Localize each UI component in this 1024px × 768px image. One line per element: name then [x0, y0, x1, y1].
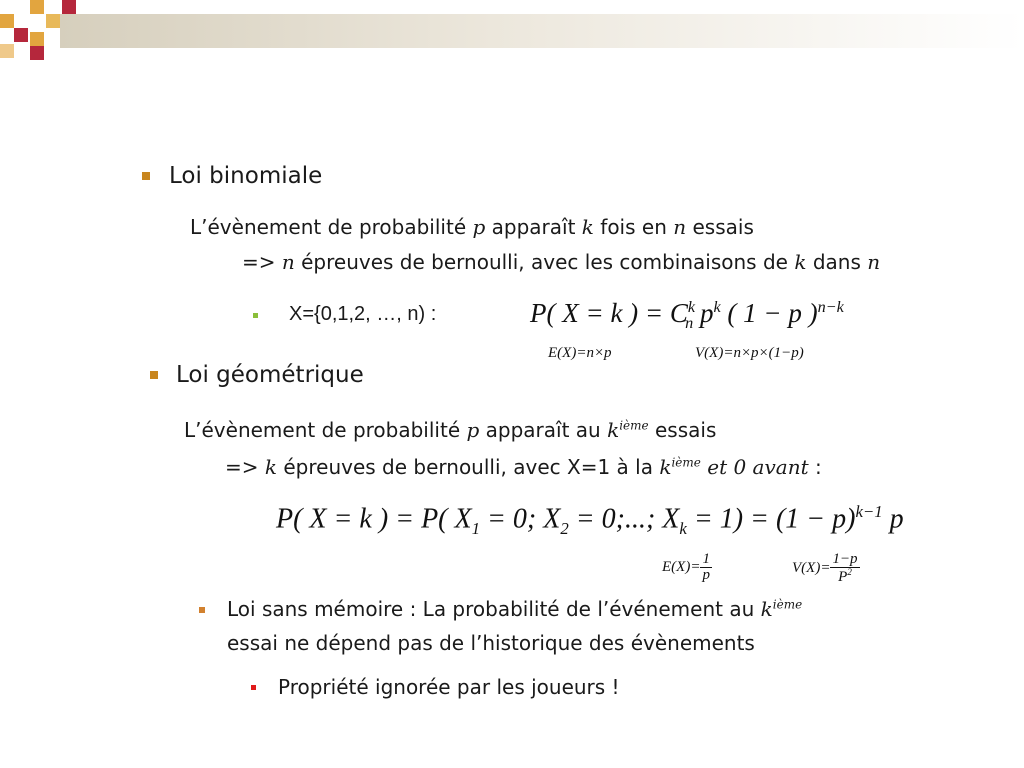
- var-n: n: [867, 250, 881, 274]
- ordinal-suffix: ième: [772, 597, 803, 612]
- geometric-variance: [792, 552, 860, 585]
- denominator-exponent: 2: [847, 567, 852, 577]
- fraction-denominator: p: [702, 567, 710, 583]
- memoryless-note-line2: essai ne dépend pas de l’historique des évènements: [227, 631, 755, 655]
- section-heading-geometric: Loi géométrique: [176, 362, 364, 388]
- text-fragment: L’évènement de probabilité: [190, 215, 467, 239]
- var-n: n: [673, 215, 687, 239]
- formula-sup: k: [687, 298, 696, 316]
- text-fragment: :: [814, 455, 822, 479]
- formula-sub: 1: [471, 518, 480, 538]
- section-heading-binomial: Loi binomiale: [169, 163, 323, 189]
- geometric-description-line2: [225, 455, 822, 479]
- formula-sup: k: [713, 298, 721, 316]
- geometric-description-line1: [184, 418, 716, 442]
- var-k: k: [760, 597, 773, 621]
- var-k: k: [581, 215, 594, 239]
- decor-square: [46, 14, 60, 28]
- denominator-base: P: [838, 569, 848, 585]
- bullet-marker: [199, 607, 205, 613]
- binomial-expectation: E(X)=n×p: [548, 345, 612, 361]
- formula-part: p: [699, 298, 714, 328]
- text-fragment: apparaît au: [485, 418, 601, 442]
- bullet-marker: [251, 685, 256, 690]
- formula-part: E(X)=: [662, 558, 701, 575]
- var-k: k: [659, 455, 672, 479]
- decor-square: [0, 44, 14, 58]
- decor-square: [30, 0, 44, 14]
- var-k: k: [607, 418, 620, 442]
- var-k: k: [794, 250, 807, 274]
- decor-square: [0, 14, 14, 28]
- decor-square: [62, 0, 76, 14]
- bullet-marker: [142, 172, 150, 180]
- support-label: X={0,1,2, …, n) :: [289, 303, 437, 325]
- ordinal-suffix: ième: [619, 418, 649, 433]
- formula-part: V(X)=: [792, 559, 831, 576]
- memoryless-note-line1: [227, 597, 802, 621]
- formula-part: = 1) = (1 − p): [693, 503, 856, 535]
- geometric-formula: [276, 502, 904, 539]
- decor-square: [30, 46, 44, 60]
- ordinal-suffix: ième: [671, 455, 701, 470]
- text-fragment: épreuves de bernoulli, avec les combinaisons de: [301, 250, 788, 274]
- text-fragment: Loi sans mémoire : La probabilité de l’événement au: [227, 597, 755, 621]
- binomial-formula: [530, 298, 844, 333]
- var-k: k: [264, 455, 277, 479]
- text-fragment: essais: [655, 418, 717, 442]
- formula-sub: n: [685, 314, 694, 333]
- var-n: n: [281, 250, 295, 274]
- players-note: Propriété ignorée par les joueurs !: [278, 675, 620, 699]
- text-fragment: épreuves de bernoulli, avec X=1 à la: [283, 455, 653, 479]
- formula-part: p: [889, 503, 904, 535]
- fraction: [830, 552, 859, 585]
- binomial-description-line1: [190, 215, 754, 239]
- fraction: [700, 552, 712, 583]
- text-fragment: apparaît: [491, 215, 576, 239]
- bullet-marker: [253, 313, 258, 318]
- formula-part: P( X = k ) = C: [530, 298, 688, 328]
- formula-exponent: n−k: [817, 298, 844, 316]
- text-fragment: essais: [692, 215, 754, 239]
- formula-part: ( 1 − p ): [727, 298, 818, 328]
- arrow: =>: [225, 455, 259, 479]
- geometric-expectation: [662, 552, 712, 583]
- formula-part: = 0; X: [487, 503, 561, 535]
- text-fragment: dans: [812, 250, 861, 274]
- formula-exponent: k−1: [855, 502, 883, 521]
- bullet-marker: [150, 371, 158, 379]
- binomial-description-line2: [242, 250, 880, 274]
- header-decoration-bar: [60, 14, 1024, 48]
- formula-sub: k: [679, 518, 687, 538]
- binomial-variance: V(X)=n×p×(1−p): [695, 345, 804, 361]
- decor-square: [30, 32, 44, 46]
- text-fragment: L’évènement de probabilité: [184, 418, 461, 442]
- fraction-denominator: [836, 568, 854, 585]
- arrow: =>: [242, 250, 276, 274]
- fraction-numerator: 1−p: [832, 551, 858, 567]
- var-p: p: [472, 215, 486, 239]
- decor-square: [14, 28, 28, 42]
- fraction-numerator: 1: [702, 551, 710, 567]
- text-fragment: fois en: [600, 215, 667, 239]
- formula-part: = 0;...; X: [575, 503, 680, 535]
- text-fragment: et 0 avant: [707, 455, 809, 479]
- var-p: p: [466, 418, 480, 442]
- formula-sub: 2: [560, 518, 569, 538]
- formula-part: P( X = k ) = P( X: [276, 503, 472, 535]
